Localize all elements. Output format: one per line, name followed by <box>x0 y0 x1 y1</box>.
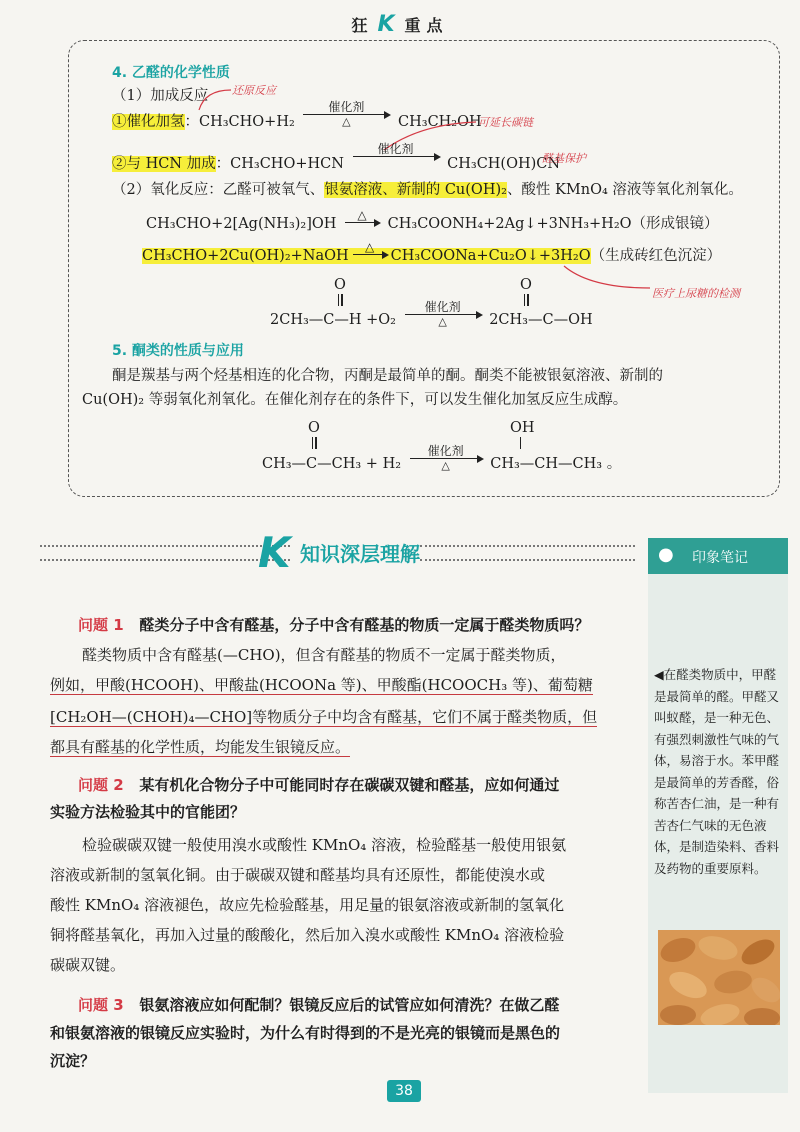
ketone-hydrogenation-equation: CH₃—C—CH₃ + H₂ 催化剂 △ CH₃—CH—CH₃ 。 <box>262 444 622 472</box>
addition-title: （1）加成反应 <box>112 88 209 104</box>
reaction-1-left: CH₃CHO+H₂ <box>199 114 295 130</box>
question-3-cont-1: 和银氨溶液的银镜反应实验时，为什么有时得到的不是光亮的银镜而是黑色的 <box>50 1024 561 1042</box>
oxygen-atom: O <box>308 420 320 436</box>
reaction-arrow: 催化剂 <box>353 142 439 170</box>
question-2: 问题 2 某有机化合物分子中可能同时存在碳碳双键和醛基，应如何通过 <box>78 776 560 794</box>
header-left: 狂 <box>351 16 374 35</box>
answer-2-line-4: 铜将醛基氧化，再加入过量的酸酸化，然后加入溴水或酸性 KMnO₄ 溶液检验 <box>50 926 565 944</box>
banner-k-logo: K <box>258 528 291 577</box>
reaction-arrow: 催化剂 △ <box>303 100 389 128</box>
banner-title: 知识深层理解 <box>300 542 420 566</box>
reaction-1-label: ①催化加氢 <box>112 114 185 130</box>
oxygen-atom: O <box>520 277 532 293</box>
hydroxyl-group: OH <box>510 420 535 436</box>
question-3: 问题 3 银氨溶液应如何配制？银镜反应后的试管应如何清洗？在做乙醛 <box>78 996 560 1014</box>
reaction-1-right: CH₃CH₂OH <box>398 114 482 130</box>
annotation-urine-sugar: 医疗上尿糖的检测 <box>652 287 740 300</box>
question-1-label: 问题 1 <box>78 616 124 634</box>
question-2-cont: 实验方法检验其中的官能团？ <box>50 803 246 821</box>
silver-mirror-equation: CH₃CHO+2[Ag(NH₃)₂]OH △ CH₃COONH₄+2Ag↓+3NH₃+H₂O（形成银镜） <box>146 208 719 232</box>
question-3-cont-2: 沉淀？ <box>50 1052 96 1070</box>
answer-1-line-4: 都具有醛基的化学性质，均能发生银镜反应。 <box>50 738 351 756</box>
page-header <box>0 12 800 37</box>
double-bond <box>338 294 340 306</box>
elephant-icon: ● <box>658 544 674 565</box>
answer-2-line-5: 碳碳双键。 <box>50 956 126 974</box>
answer-1-line-3: [CH₂OH—(CHOH)₄—CHO]等物质分子中均含有醛基，它们不属于醛类物质，但 <box>50 708 598 726</box>
question-3-label: 问题 3 <box>78 996 124 1014</box>
aldehyde-oxidation-equation: 2CH₃—C—H +O₂ 催化剂 △ 2CH₃—C—OH <box>270 300 593 328</box>
reaction-2-label: ②与 HCN 加成 <box>112 156 216 172</box>
double-bond <box>524 294 526 306</box>
single-bond <box>520 437 522 449</box>
section-5-title: 5. 酮类的性质与应用 <box>112 343 244 359</box>
page-number: 38 <box>387 1080 421 1102</box>
oxidant-highlight: 银氨溶液、新制的 Cu(OH)₂ <box>324 182 507 198</box>
banner-dotted-left <box>40 545 290 561</box>
ketone-paragraph-2: Cu(OH)₂ 等弱氧化剂氧化。在催化剂存在的条件下，可以发生催化加氢反应生成醇。 <box>82 392 628 408</box>
header-right: 重点 <box>404 16 449 35</box>
oxidation-line: （2）氧化反应：乙醛可被氧气、银氨溶液、新制的 Cu(OH)₂、酸性 KMnO₄ 溶液等氧化剂氧化。 <box>112 182 743 198</box>
ketone-paragraph-1: 酮是羰基与两个烃基相连的化合物，丙酮是最简单的酮。酮类不能被银氨溶液、新制的 <box>112 368 663 384</box>
reaction-1: ①催化加氢：CH₃CHO+H₂ 催化剂 △ CH₃CH₂OH <box>112 100 482 130</box>
answer-1-line-2: 例如，甲酸(HCOOH)、甲酸盐(HCOONa 等)、甲酸酯(HCOOCH₃ 等)、葡萄糖 <box>50 676 593 694</box>
reaction-2-right: CH₃CH(OH)CN <box>447 156 561 172</box>
annotation-reduction: 还原反应 <box>232 84 276 97</box>
k-logo: K <box>377 12 401 37</box>
copper-hydroxide-equation: CH₃CHO+2Cu(OH)₂+NaOH △ CH₃COONa+Cu₂O↓+3H₂O（生成砖红色沉淀） <box>142 240 722 264</box>
answer-2-line-1: 检验碳碳双键一般使用溴水或酸性 KMnO₄ 溶液，检验醛基一般使用银氨 <box>82 836 567 854</box>
annotation-protect: 醛基保护 <box>542 152 586 165</box>
annotation-chain: 可延长碳链 <box>478 116 533 129</box>
almond-photo <box>658 930 780 1025</box>
double-bond <box>312 437 314 449</box>
section-4-title: 4. 乙醛的化学性质 <box>112 65 230 81</box>
reaction-2-left: CH₃CHO+HCN <box>230 156 344 172</box>
answer-2-line-3: 酸性 KMnO₄ 溶液褪色，故应先检验醛基，用足量的银氨溶液或新制的氢氧化 <box>50 896 565 914</box>
question-2-label: 问题 2 <box>78 776 124 794</box>
annotation-arrow-4 <box>560 262 655 292</box>
oxygen-atom: O <box>334 277 346 293</box>
banner-dotted-right <box>420 545 635 561</box>
question-1: 问题 1 醛类分子中含有醛基，分子中含有醛基的物质一定属于醛类物质吗？ <box>78 616 590 634</box>
side-notes-text: ◀在醛类物质中，甲醛是最简单的醛。甲醛又叫蚁醛，是一种无色、有强烈刺激性气味的气体，易溶于水。苯甲醛是最简单的芳香醛，俗称苦杏仁油，是一种有苦杏仁气味的无色液体，是制造染料、香料及药物的重要原料。 <box>654 667 780 876</box>
reaction-2: ②与 HCN 加成：CH₃CHO+HCN 催化剂 CH₃CH(OH)CN <box>112 142 561 172</box>
answer-2-line-2: 溶液或新制的氢氧化铜。由于碳碳双键和醛基均具有还原性，都能使溴水或 <box>50 866 546 884</box>
answer-1-line-1: 醛类物质中含有醛基(—CHO)，但含有醛基的物质不一定属于醛类物质， <box>82 646 566 664</box>
side-notes-header: ● 印象笔记 <box>648 538 788 574</box>
